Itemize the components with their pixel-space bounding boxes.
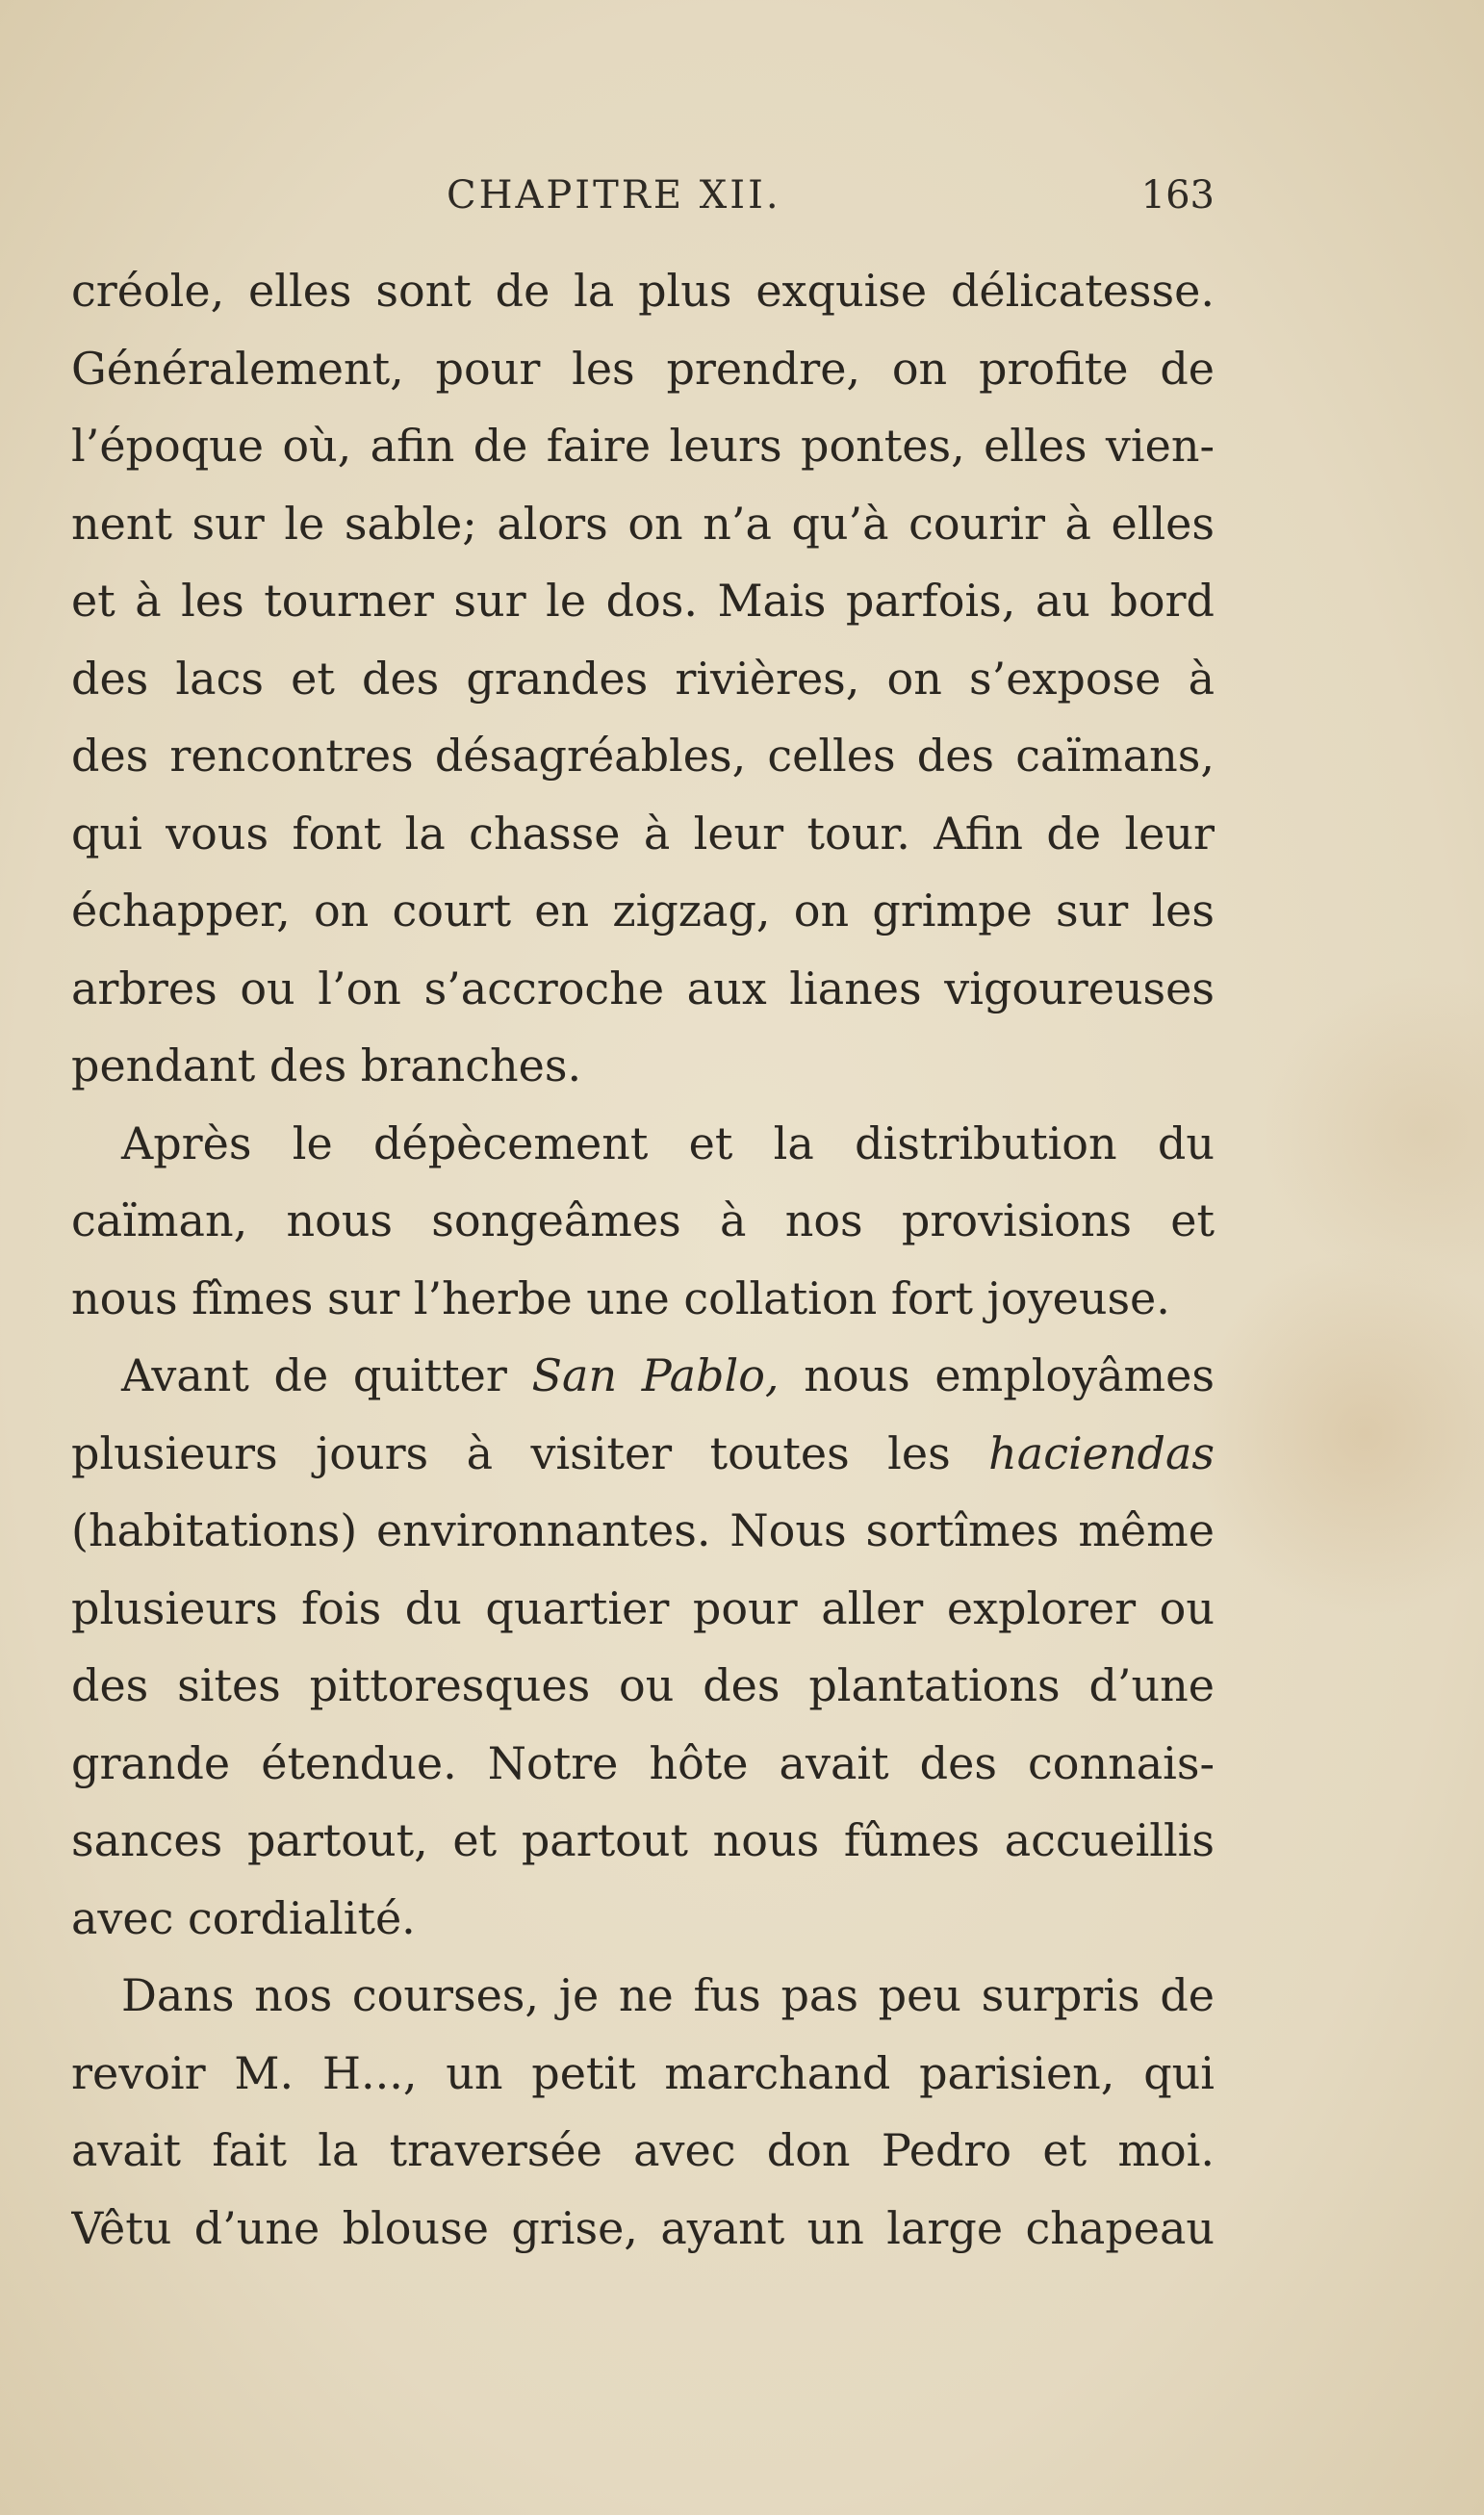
text-line: [71, 407, 1215, 485]
text-run: plusieurs jours à visiter toutes les: [71, 1426, 989, 1479]
text-run: pendant des branches.: [71, 1039, 582, 1091]
text-run: qui vous font la chasse à leur tour. Afin de leur: [71, 807, 1215, 860]
text-run: (habitations) environnantes. Nous sortîmes même: [71, 1504, 1215, 1556]
text-line: [71, 1260, 1215, 1338]
paragraph: [71, 252, 1215, 1105]
text-run: revoir M. H..., un petit marchand parisien, qui: [71, 2046, 1215, 2099]
text-line: [71, 1802, 1215, 1880]
text-line: [71, 1880, 1215, 1958]
paragraph: [71, 1337, 1215, 1957]
text-line: [71, 1647, 1215, 1725]
text-run: Après le dépècement et la distribution du: [121, 1116, 1215, 1169]
text-line: [71, 717, 1215, 795]
text-run: sances partout, et partout nous fûmes accueillis: [71, 1814, 1215, 1866]
text-line: [71, 2112, 1215, 2190]
text-run: des sites pittoresques ou des plantations d’une: [71, 1659, 1215, 1711]
text-run: Généralement, pour les prendre, on profite de: [71, 342, 1215, 395]
text-line: [71, 795, 1215, 873]
page-number: 163: [1140, 173, 1215, 218]
paragraph: [71, 1105, 1215, 1338]
text-run: Vêtu d’une blouse grise, ayant un large chapeau: [71, 2201, 1215, 2254]
text-run: caïman, nous songeâmes à nos provisions et: [71, 1194, 1215, 1246]
text-line: [71, 330, 1215, 408]
chapter-title: CHAPITRE XII.: [447, 173, 781, 218]
text-line: [71, 2190, 1215, 2268]
text-run: nous employâmes: [779, 1349, 1215, 1401]
text-line: [71, 950, 1215, 1028]
text-run: des lacs et des grandes rivières, on s’expose à: [71, 652, 1215, 705]
paragraph: [71, 1957, 1215, 2267]
text-run: échapper, on court en zigzag, on grimpe sur les: [71, 885, 1215, 937]
text-run: créole, elles sont de la plus exquise délicatesse.: [71, 265, 1215, 317]
text-run: plusieurs fois du quartier pour aller explorer ou: [71, 1581, 1215, 1634]
text-line: [71, 1725, 1215, 1803]
text-line: [71, 640, 1215, 718]
text-line: [71, 1957, 1215, 2035]
text-run: Avant de quitter: [121, 1349, 532, 1401]
text-run: avait fait la traversée avec don Pedro et moi.: [71, 2124, 1215, 2176]
body-text: [71, 252, 1215, 2267]
text-run: arbres ou l’on s’accroche aux lianes vigoureuses: [71, 962, 1215, 1014]
text-line: [71, 252, 1215, 330]
text-run: des rencontres désagréables, celles des caïmans,: [71, 730, 1215, 782]
text-line: [71, 1415, 1215, 1493]
text-line: [71, 1492, 1215, 1570]
text-line: [71, 1027, 1215, 1105]
italic-text: San Pablo,: [531, 1349, 780, 1401]
text-line: [71, 562, 1215, 640]
text-line: [71, 872, 1215, 950]
text-run: avec cordialité.: [71, 1891, 416, 1944]
text-run: nent sur le sable; alors on n’a qu’à courir à elles: [71, 497, 1215, 550]
italic-text: haciendas: [988, 1426, 1215, 1479]
text-run: Dans nos courses, je ne fus pas peu surpris de: [121, 1969, 1215, 2021]
text-run: nous fîmes sur l’herbe une collation fort joyeuse.: [71, 1271, 1170, 1324]
text-line: [71, 2035, 1215, 2113]
text-line: [71, 1337, 1215, 1415]
text-line: [71, 1105, 1215, 1183]
text-line: [71, 485, 1215, 563]
running-header: [71, 173, 1215, 231]
text-run: l’époque où, afin de faire leurs pontes, elles vien-: [71, 420, 1215, 472]
text-line: [71, 1182, 1215, 1260]
text-run: grande étendue. Notre hôte avait des connais-: [71, 1736, 1215, 1789]
text-line: [71, 1570, 1215, 1648]
text-run: et à les tourner sur le dos. Mais parfois, au bord: [71, 575, 1215, 627]
